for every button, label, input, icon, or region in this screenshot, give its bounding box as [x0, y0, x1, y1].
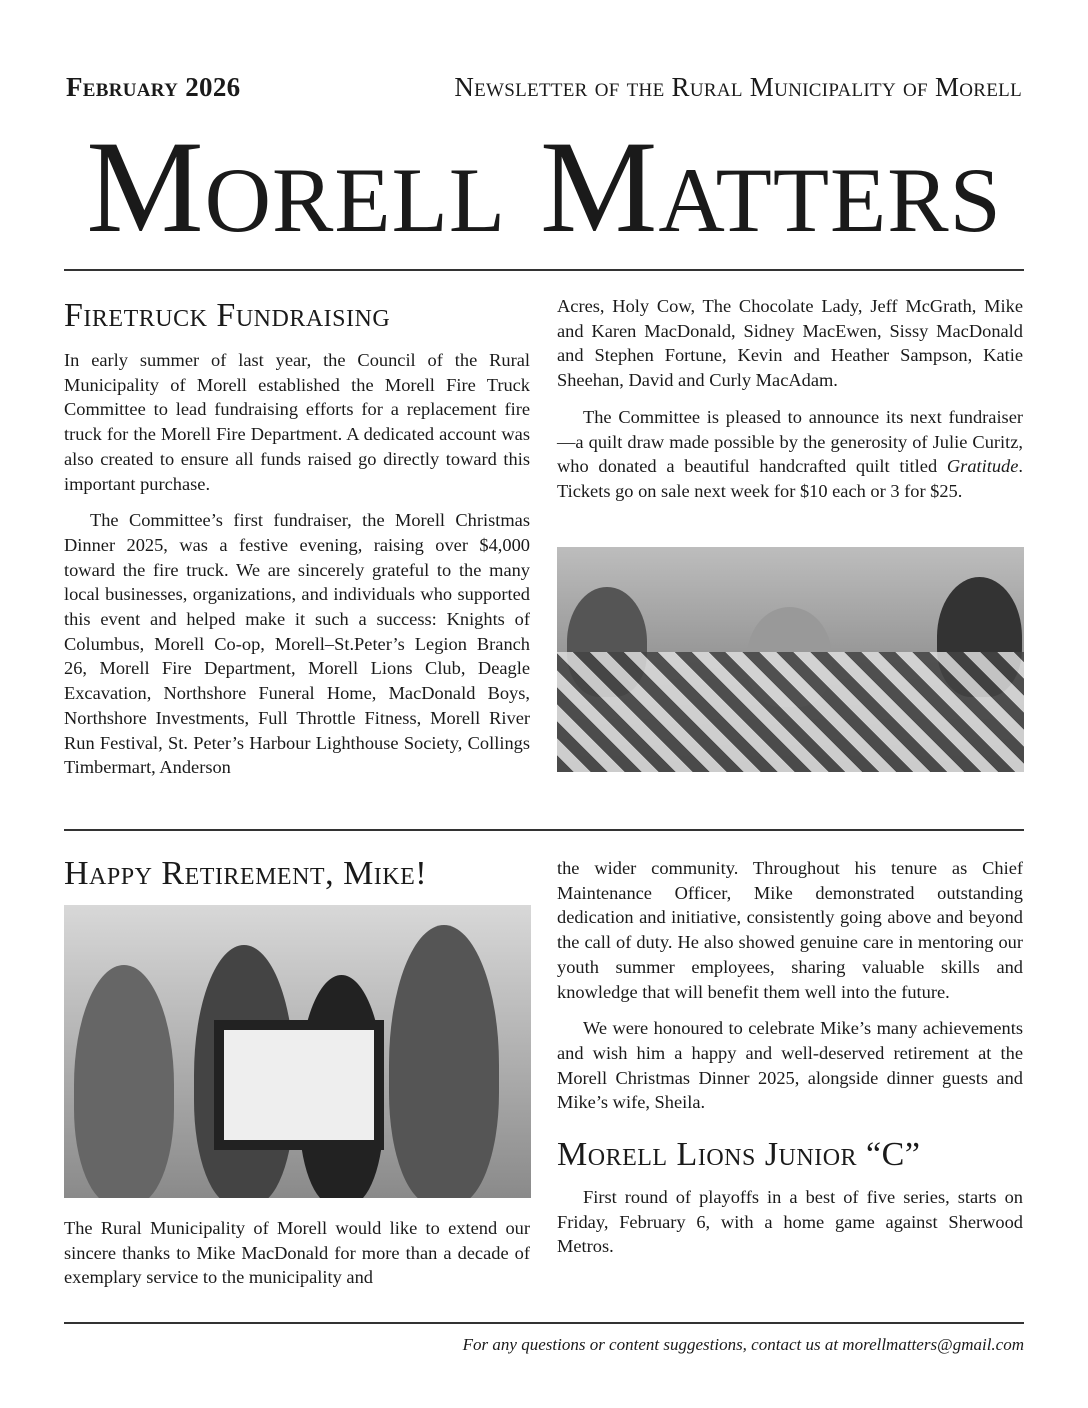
paragraph: The Rural Municipality of Morell would like to extend our sincere thanks to Mike MacDonald for more than a decade of exemplary service to the municipality and [64, 1218, 530, 1288]
divider [64, 829, 1024, 831]
section-heading-retirement: Happy Retirement, Mike! [64, 855, 428, 892]
divider [64, 269, 1024, 271]
quilt-title: Gratitude [946, 456, 1019, 477]
paragraph: First round of playoffs in a best of five series, starts on Friday, February 6, with a home game against Sherwood Metros. [557, 1187, 1023, 1257]
firetruck-right-column [557, 294, 1023, 516]
section-heading-lions: Morell Lions Junior “C” [557, 1136, 921, 1174]
issue-date: February 2026 [66, 72, 241, 102]
newsletter-subtitle: Newsletter of the Rural Municipality of Morell [454, 72, 1022, 102]
divider [64, 1322, 1024, 1324]
retirement-photo [64, 905, 531, 1198]
text: The Committee is pleased to announce its next fundraiser—a quilt draw made possible by the generosity of Julie Curitz, who donated a beautiful handcrafted quilt titled [557, 406, 1023, 477]
paragraph: The Committee’s first fundraiser, the Morell Christmas Dinner 2025, was a festive evening, raising over $4,000 toward the fire truck. We are sincerely grateful to the many local businesses, organizations, and individuals who supported this event and helped make it such a success: Knights of Columbus, Morell Co-op, Morell–St.Peter’s Legion Branch 26, Morell Fire Department, Morell Lions Club, Deagle Excavation, Northshore Funeral Home, MacDonald Boys, Northshore Investments, Full Throttle Fitness, Morell River Run Festival, St. Peter’s Harbour Lighthouse Society, Collings Timbermart, Anderson [64, 510, 530, 778]
retirement-left-column [64, 854, 530, 894]
quilt-photo [557, 547, 1024, 772]
section-heading-firetruck: Firetruck Fundraising [64, 297, 391, 334]
masthead-title: Morell Matters [86, 113, 1002, 260]
footer-contact: For any questions or content suggestions, contact us at morellmatters@gmail.com [462, 1335, 1024, 1354]
firetruck-left-column [64, 296, 530, 792]
paragraph: In early summer of last year, the Council of the Rural Municipality of Morell established the Morell Fire Truck Committee to lead fundraising efforts for a replacement fire truck for the Morell Fire Department. A dedicated account was also created to ensure all funds raised go directly toward this important purchase. [64, 350, 530, 494]
text: . Tickets go on sale next week for $10 each or 3 for $25. [557, 456, 1023, 501]
paragraph: Acres, Holy Cow, The Chocolate Lady, Jeff McGrath, Mike and Karen MacDonald, Sidney MacEwen, Sissy MacDonald and Stephen Fortune, Kevin and Heather Sampson, Katie Sheehan, David and Curly MacAdam. [557, 296, 1023, 391]
paragraph: We were honoured to celebrate Mike’s many achievements and wish him a happy and well-deserved retirement at the Morell Christmas Dinner 2025, alongside dinner guests and Mike’s wife, Sheila. [557, 1018, 1023, 1113]
retirement-left-text [64, 1216, 530, 1302]
retirement-right-column [557, 856, 1023, 1271]
paragraph [557, 405, 1023, 504]
paragraph: the wider community. Throughout his tenure as Chief Maintenance Officer, Mike demonstrated outstanding dedication and initiative, consistently going above and beyond the call of duty. He also showed genuine care in mentoring our youth summer employees, sharing valuable skills and knowledge that will benefit them well into the future. [557, 858, 1023, 1002]
